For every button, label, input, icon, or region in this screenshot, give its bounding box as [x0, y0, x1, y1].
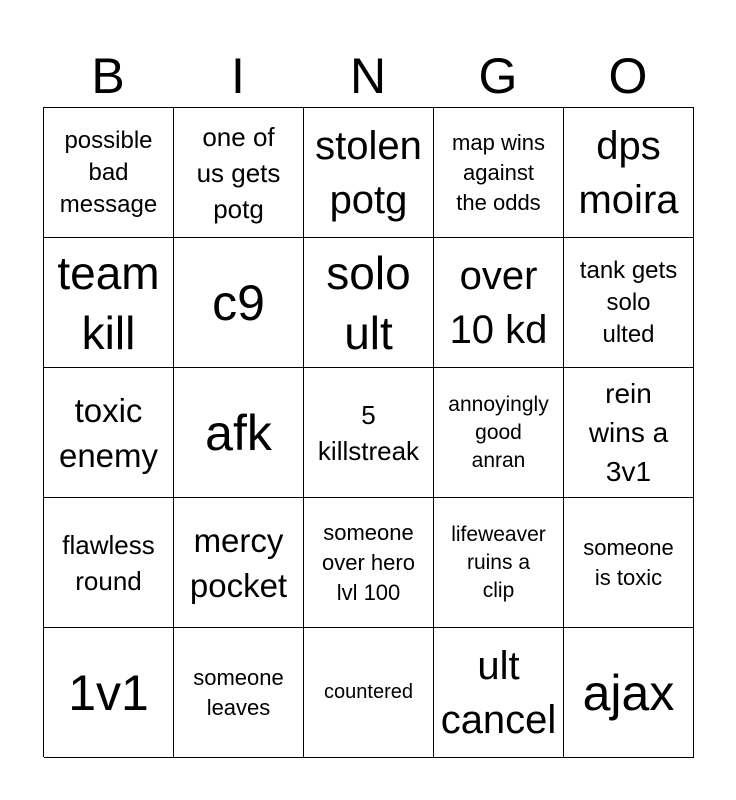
cell-label: rein wins a 3v1: [588, 378, 669, 487]
bingo-cell[interactable]: [564, 238, 694, 368]
cell-label: mercy pocket: [189, 521, 288, 604]
bingo-cell[interactable]: [434, 108, 564, 238]
cell-label: lifeweaver ruins a clip: [451, 522, 546, 602]
bingo-header: [43, 44, 693, 108]
bingo-cell[interactable]: [564, 628, 694, 758]
header-letter-o: O: [608, 48, 648, 104]
cell-label: over 10 kd: [449, 253, 548, 352]
bingo-cell[interactable]: [434, 238, 564, 368]
cell-label: stolen potg: [315, 123, 422, 222]
bingo-cell[interactable]: [564, 498, 694, 628]
cell-label: annoyingly good anran: [448, 392, 549, 472]
bingo-cell[interactable]: [434, 368, 564, 498]
cell-label: dps moira: [578, 123, 679, 222]
header-letter-b: B: [91, 48, 125, 104]
cell-label: possible bad message: [59, 126, 158, 218]
cell-label: c9: [212, 274, 265, 331]
cell-label: tank gets solo ulted: [579, 256, 678, 348]
header-letter-i: I: [231, 48, 245, 104]
cell-label: team kill: [57, 246, 160, 359]
bingo-cell[interactable]: [174, 108, 304, 238]
cell-label: map wins against the odds: [452, 129, 545, 215]
cell-label: toxic enemy: [58, 391, 159, 474]
header-letter-n: N: [349, 48, 387, 104]
bingo-cell[interactable]: [174, 628, 304, 758]
bingo-cell[interactable]: [304, 238, 434, 368]
cell-label: ajax: [582, 664, 675, 721]
bingo-cell[interactable]: [434, 498, 564, 628]
bingo-cell[interactable]: [44, 368, 174, 498]
header-letter-g: G: [478, 48, 518, 104]
bingo-board: [43, 107, 694, 757]
cell-label: someone leaves: [193, 664, 284, 720]
bingo-cell[interactable]: [304, 498, 434, 628]
cell-label: solo ult: [326, 246, 411, 359]
bingo-cell[interactable]: [44, 238, 174, 368]
bingo-cell[interactable]: [174, 238, 304, 368]
bingo-cell[interactable]: [304, 108, 434, 238]
bingo-cell[interactable]: [44, 498, 174, 628]
bingo-cell[interactable]: [304, 368, 434, 498]
bingo-cell[interactable]: [44, 108, 174, 238]
bingo-cell[interactable]: [174, 368, 304, 498]
cell-label: someone is toxic: [583, 534, 674, 590]
bingo-cell[interactable]: [434, 628, 564, 758]
cell-label: 1v1: [68, 664, 149, 721]
cell-label: flawless round: [62, 529, 155, 596]
cell-label: ult cancel: [440, 643, 557, 742]
bingo-cell[interactable]: [564, 368, 694, 498]
cell-label: one of us gets potg: [196, 121, 281, 224]
cell-label: 5 killstreak: [317, 399, 420, 466]
bingo-cell[interactable]: [304, 628, 434, 758]
bingo-cell[interactable]: [44, 628, 174, 758]
cell-label: afk: [205, 404, 272, 461]
bingo-cell[interactable]: [564, 108, 694, 238]
cell-label: someone over hero lvl 100: [322, 519, 415, 605]
bingo-cell[interactable]: [174, 498, 304, 628]
cell-label: countered: [324, 681, 413, 703]
